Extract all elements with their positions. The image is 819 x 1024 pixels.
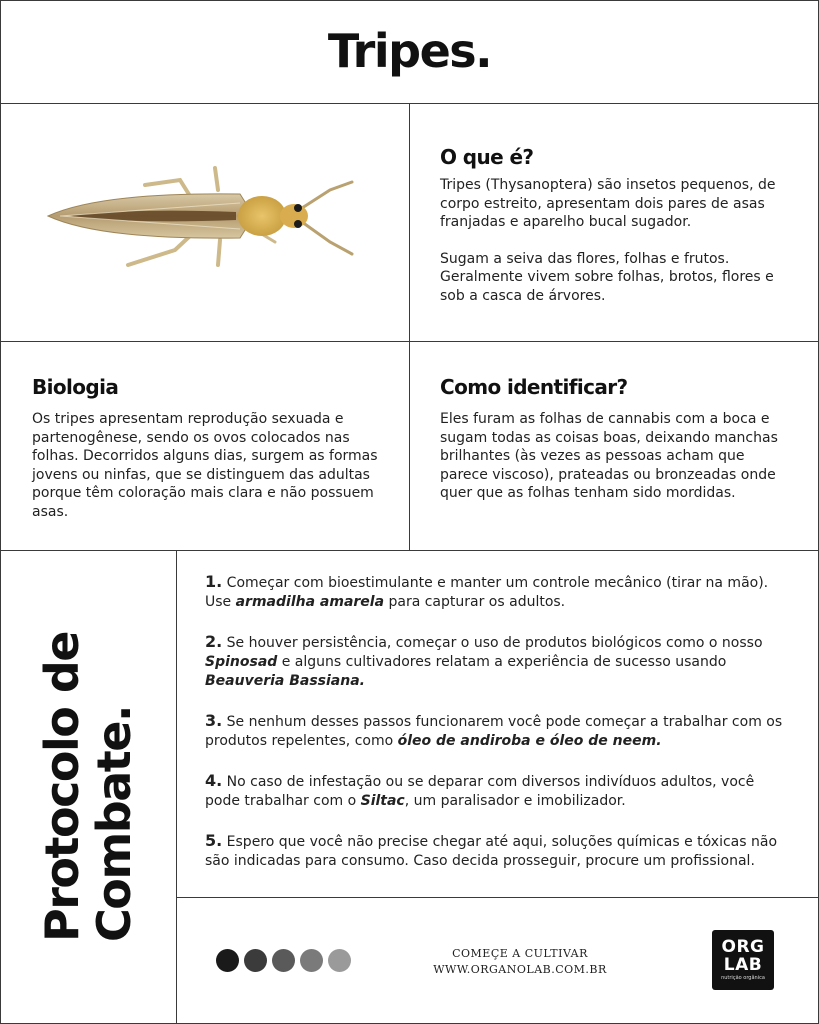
divider-protocol-side [176,550,177,1024]
step-text: Começar com bioestimulante e manter um controle mecânico (tirar na mão). Use [205,575,769,610]
footer-cta [420,946,620,978]
dot-1 [216,949,239,972]
dot-3 [272,949,295,972]
protocol-steps [205,572,790,891]
protocol-step [205,572,790,612]
step-number: 5. [205,831,223,850]
protocol-step [205,771,790,811]
step-highlight: óleo de andiroba e óleo de neem. [397,733,662,749]
step-number: 1. [205,572,223,591]
step-text: e alguns cultivadores relatam a experiência de sucesso usando [277,654,727,670]
what-text [440,176,790,305]
step-number: 2. [205,632,223,651]
website-link[interactable]: WWW.ORGANOLAB.COM.BR [433,963,607,976]
thrips-insect-image [40,150,370,280]
protocol-title [36,630,146,942]
what-heading: O que é? [440,145,534,169]
step-text: Se nenhum desses passos funcionarem você pode começar a trabalhar com os produtos repelentes, como [205,714,783,749]
step-text: , um paralisador e imobilizador. [404,793,626,809]
logo-line-2: LAB [723,955,763,975]
color-dots [216,949,351,972]
dot-2 [244,949,267,972]
step-highlight: Siltac [360,793,405,809]
step-text: Se houver persistência, começar o uso de produtos biológicos como o nosso [222,635,763,651]
protocol-title-line-1: Protocolo de [35,632,89,942]
orglab-logo [712,930,774,990]
step-highlight: Spinosad [205,654,278,670]
logo-line-1: ORG [721,937,765,957]
step-text: para capturar os adultos. [384,594,566,610]
biology-heading: Biologia [32,375,119,399]
page-title: Tripes. [327,24,492,78]
step-text: No caso de infestação ou se deparar com diversos indivíduos adultos, você pode trabalhar com o [205,774,755,809]
step-number: 4. [205,771,223,790]
identify-text: Eles furam as folhas de cannabis com a boca e sugam todas as coisas boas, deixando manchas brilhantes (às vezes as pessoas acham que parece viscoso), prateadas ou bronzeadas onde quer que as folhas tenham sido mordidas. [440,411,778,501]
step-number: 3. [205,711,223,730]
identify-heading: Como identificar? [440,375,628,399]
step-highlight: Beauveria Bassiana. [205,673,365,689]
what-paragraph-2: Sugam a seiva das flores, folhas e frutos. Geralmente vivem sobre folhas, brotos, flores e sob a casca de árvores. [440,250,774,304]
protocol-step [205,831,790,871]
step-highlight: armadilha amarela [235,594,385,610]
step-text: Espero que você não precise chegar até aqui, soluções químicas e tóxicas não são indicadas para consumo. Caso decida prosseguir, procure um profissional. [205,834,778,869]
protocol-step [205,632,790,691]
divider-middle [0,341,819,342]
footer-cta-line: COMEÇE A CULTIVAR [452,947,588,960]
divider-center [409,103,410,550]
protocol-title-line-2: Combate. [87,706,141,942]
dot-5 [328,949,351,972]
biology-text: Os tripes apresentam reprodução sexuada e partenogênese, sendo os ovos colocados nas folhas. Decorridos alguns dias, surgem as formas jovens ou ninfas, que se distinguem das adultas porque têm coloração mais clara e não possuem asas. [32,411,378,520]
divider-protocol [0,550,819,551]
protocol-step [205,711,790,751]
what-paragraph-1: Tripes (Thysanoptera) são insetos pequenos, de corpo estreito, apresentam dois pares de asas franjadas e aparelho bucal sugador. [440,177,776,230]
logo-tagline: nutrição orgânica [721,975,765,981]
dot-4 [300,949,323,972]
divider-footer [176,897,819,898]
